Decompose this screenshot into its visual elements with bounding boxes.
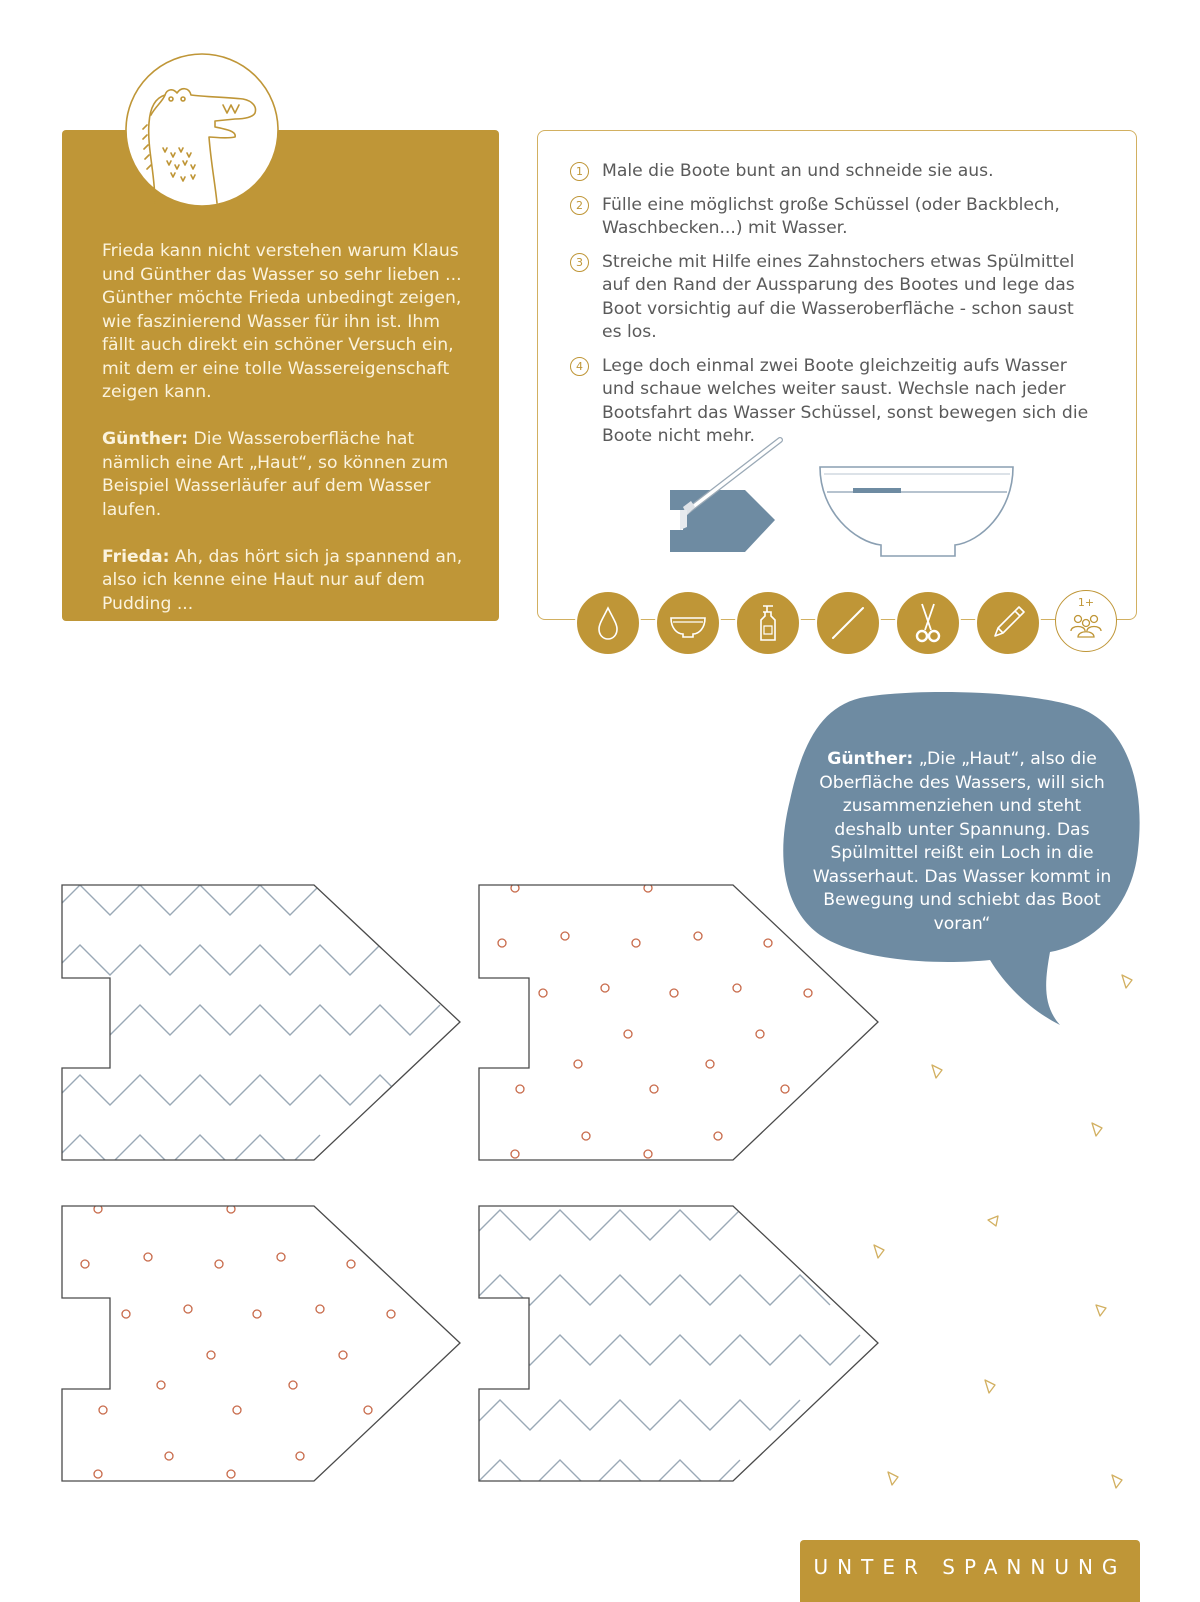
footer-title: UNTER SPANNUNG	[813, 1555, 1127, 1579]
decorative-triangles	[860, 960, 1140, 1500]
tool-people	[1055, 590, 1117, 652]
step-2	[570, 194, 1090, 241]
dish-soap-icon	[737, 592, 799, 654]
speaker-guenther: Günther:	[102, 429, 189, 449]
step-3	[570, 251, 1090, 345]
step-1	[570, 160, 1090, 184]
tool-pencil	[975, 590, 1041, 656]
people-count: 1+	[1077, 596, 1095, 609]
step-text: Streiche mit Hilfe eines Zahnstochers etwas Spülmittel auf den Rand der Aussparung des Bootes und lege das Boot vorsichtig auf die Wasseroberfläche - schon saust es los.	[602, 251, 1075, 342]
bubble-quote: „Die „Haut“, also die Oberfläche des Wassers, will sich zusammenziehen und steht deshalb unter Spannung. Das Spülmittel reißt ein Loch in die Wasserhaut. Das Wasser kommt in Bewegung und schiebt das Boot voran“	[812, 749, 1112, 934]
triangle-icon	[888, 1472, 898, 1485]
step-text: Fülle eine möglichst große Schüssel (oder Backblech, Waschbecken...) mit Wasser.	[602, 194, 1060, 238]
tool-water	[575, 590, 641, 656]
speaker-frieda: Frieda:	[102, 546, 170, 567]
triangle-icon	[1092, 1123, 1102, 1136]
triangle-icon	[988, 1216, 998, 1226]
triangle-icon	[1122, 975, 1132, 988]
boat-dots-1	[479, 884, 878, 1160]
water-drop-icon	[577, 592, 639, 654]
boats-cutout-sheet	[0, 870, 900, 1490]
toothpick-icon	[817, 592, 879, 654]
triangle-icon	[1096, 1305, 1106, 1316]
scissors-icon	[897, 592, 959, 654]
pencil-icon	[977, 592, 1039, 654]
step-text: Lege doch einmal zwei Boote gleichzeitig aufs Wasser und schaue welches weiter saust. Wechsle nach jeder Bootsfahrt das Wasser Schüssel, sonst bewegen sich die Boote nicht mehr.	[602, 355, 1089, 446]
tool-bowl	[655, 590, 721, 656]
story-guenther-line	[102, 428, 467, 522]
bowl-icon	[657, 592, 719, 654]
tool-dish-soap	[735, 590, 801, 656]
step-number: 1	[570, 162, 589, 181]
boat-zigzag-1	[50, 885, 460, 1165]
step-4	[570, 355, 1090, 449]
instructions-list	[570, 160, 1090, 459]
boat-zigzag-2	[470, 1206, 878, 1490]
boat-toothpick-illustration	[665, 435, 790, 565]
step-number: 4	[570, 357, 589, 376]
step-text: Male die Boote bunt an und schneide sie aus.	[602, 161, 994, 181]
triangle-icon	[874, 1245, 884, 1258]
tool-toothpick	[815, 590, 881, 656]
triangle-icon	[1112, 1475, 1122, 1488]
step-number: 3	[570, 253, 589, 272]
step-number: 2	[570, 196, 589, 215]
story-intro: Frieda kann nicht verstehen warum Klaus und Günther das Wasser so sehr lieben ... Günther möchte Frieda unbedingt zeigen, wie faszinierend Wasser für ihn ist. Ihm fällt auch direkt ein schöner Versuch ein, mit dem er eine tolle Wassereigenschaft zeigen kann.	[102, 241, 462, 402]
bowl-illustration	[815, 462, 1020, 562]
story-text	[102, 240, 467, 640]
materials-row	[575, 590, 1125, 656]
people-group-icon	[1056, 591, 1116, 651]
tool-scissors	[895, 590, 961, 656]
triangle-icon	[932, 1065, 942, 1078]
triangle-icon	[985, 1380, 995, 1393]
bubble-speaker: Günther:	[827, 749, 914, 769]
boat-dots-2	[62, 1205, 460, 1481]
frieda-text: Ah, das hört sich ja spannend an, also ich kenne eine Haut nur auf dem Pudding ...	[102, 546, 463, 614]
crocodile-icon	[125, 53, 279, 207]
story-frieda-line	[102, 546, 467, 617]
guenther-text: Die Wasseroberfläche hat nämlich eine Art „Haut“, so können zum Beispiel Wasserläufer auf dem Wasser laufen.	[102, 429, 449, 520]
